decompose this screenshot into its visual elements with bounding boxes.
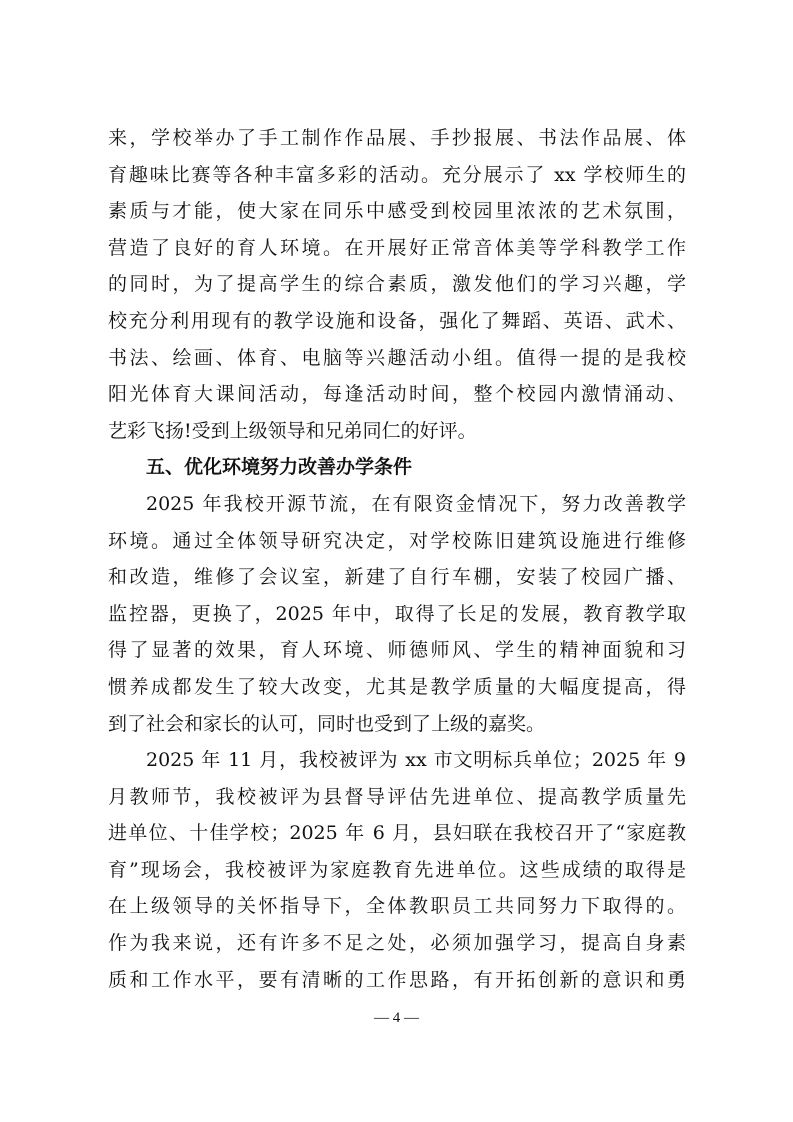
paragraph-line: 进单位、十佳学校；2025 年 6 月，县妇联在我校召开了“家庭教: [108, 822, 686, 845]
section-heading: 五、优化环境努力改善办学条件: [146, 456, 413, 479]
paragraph-line: 育趣味比赛等各种丰富多彩的活动。充分展示了 xx 学校师生的: [108, 163, 686, 186]
paragraph-line: 得了显著的效果，育人环境、师德师风、学生的精神面貌和习: [108, 639, 686, 662]
paragraph-line: 书法、绘画、体育、电脑等兴趣活动小组。值得一提的是我校: [108, 346, 686, 369]
paragraph-line: 到了社会和家长的认可，同时也受到了上级的嘉奖。: [108, 712, 546, 735]
paragraph-line: 环境。通过全体领导研究决定，对学校陈旧建筑设施进行维修: [108, 529, 686, 552]
paragraph-line: 和改造，维修了会议室，新建了自行车棚，安装了校园广播、: [108, 566, 686, 589]
page-number: — 4 —: [374, 1010, 419, 1026]
paragraph-line: 的同时，为了提高学生的综合素质，激发他们的学习兴趣，学: [108, 273, 686, 296]
paragraph-line: 作为我来说，还有许多不足之处，必须加强学习，提高自身素: [108, 932, 686, 955]
paragraph-line: 在上级领导的关怀指导下，全体教职员工共同努力下取得的。: [108, 895, 686, 918]
paragraph-line: 惯养成都发生了较大改变，尤其是教学质量的大幅度提高，得: [108, 675, 686, 698]
paragraph-line: 2025 年我校开源节流，在有限资金情况下，努力改善教学: [146, 492, 686, 515]
paragraph-line: 艺彩飞扬!受到上级领导和兄弟同仁的好评。: [108, 419, 477, 442]
paragraph-line: 来，学校举办了手工制作作品展、手抄报展、书法作品展、体: [108, 127, 686, 149]
paragraph-line: 校充分利用现有的教学设施和设备，强化了舞蹈、英语、武术、: [108, 309, 686, 332]
paragraph-line: 育”现场会，我校被评为家庭教育先进单位。这些成绩的取得是: [108, 858, 686, 881]
paragraph-line: 监控器，更换了，2025 年中，取得了长足的发展，教育教学取: [108, 602, 686, 625]
paragraph-line: 阳光体育大课间活动，每逢活动时间，整个校园内激情涌动、: [108, 383, 686, 406]
paragraph-line: 素质与才能，使大家在同乐中感受到校园里浓浓的艺术氛围，: [108, 200, 686, 223]
page-body: [108, 120, 686, 998]
paragraph-line: 2025 年 11 月，我校被评为 xx 市文明标兵单位；2025 年 9: [146, 749, 686, 772]
paragraph-line: 营造了良好的育人环境。在开展好正常音体美等学科教学工作: [108, 236, 686, 259]
paragraph-line: 质和工作水平，要有清晰的工作思路，有开拓创新的意识和勇: [108, 968, 686, 991]
paragraph-line: 月教师节，我校被评为县督导评估先进单位、提高教学质量先: [108, 785, 686, 808]
